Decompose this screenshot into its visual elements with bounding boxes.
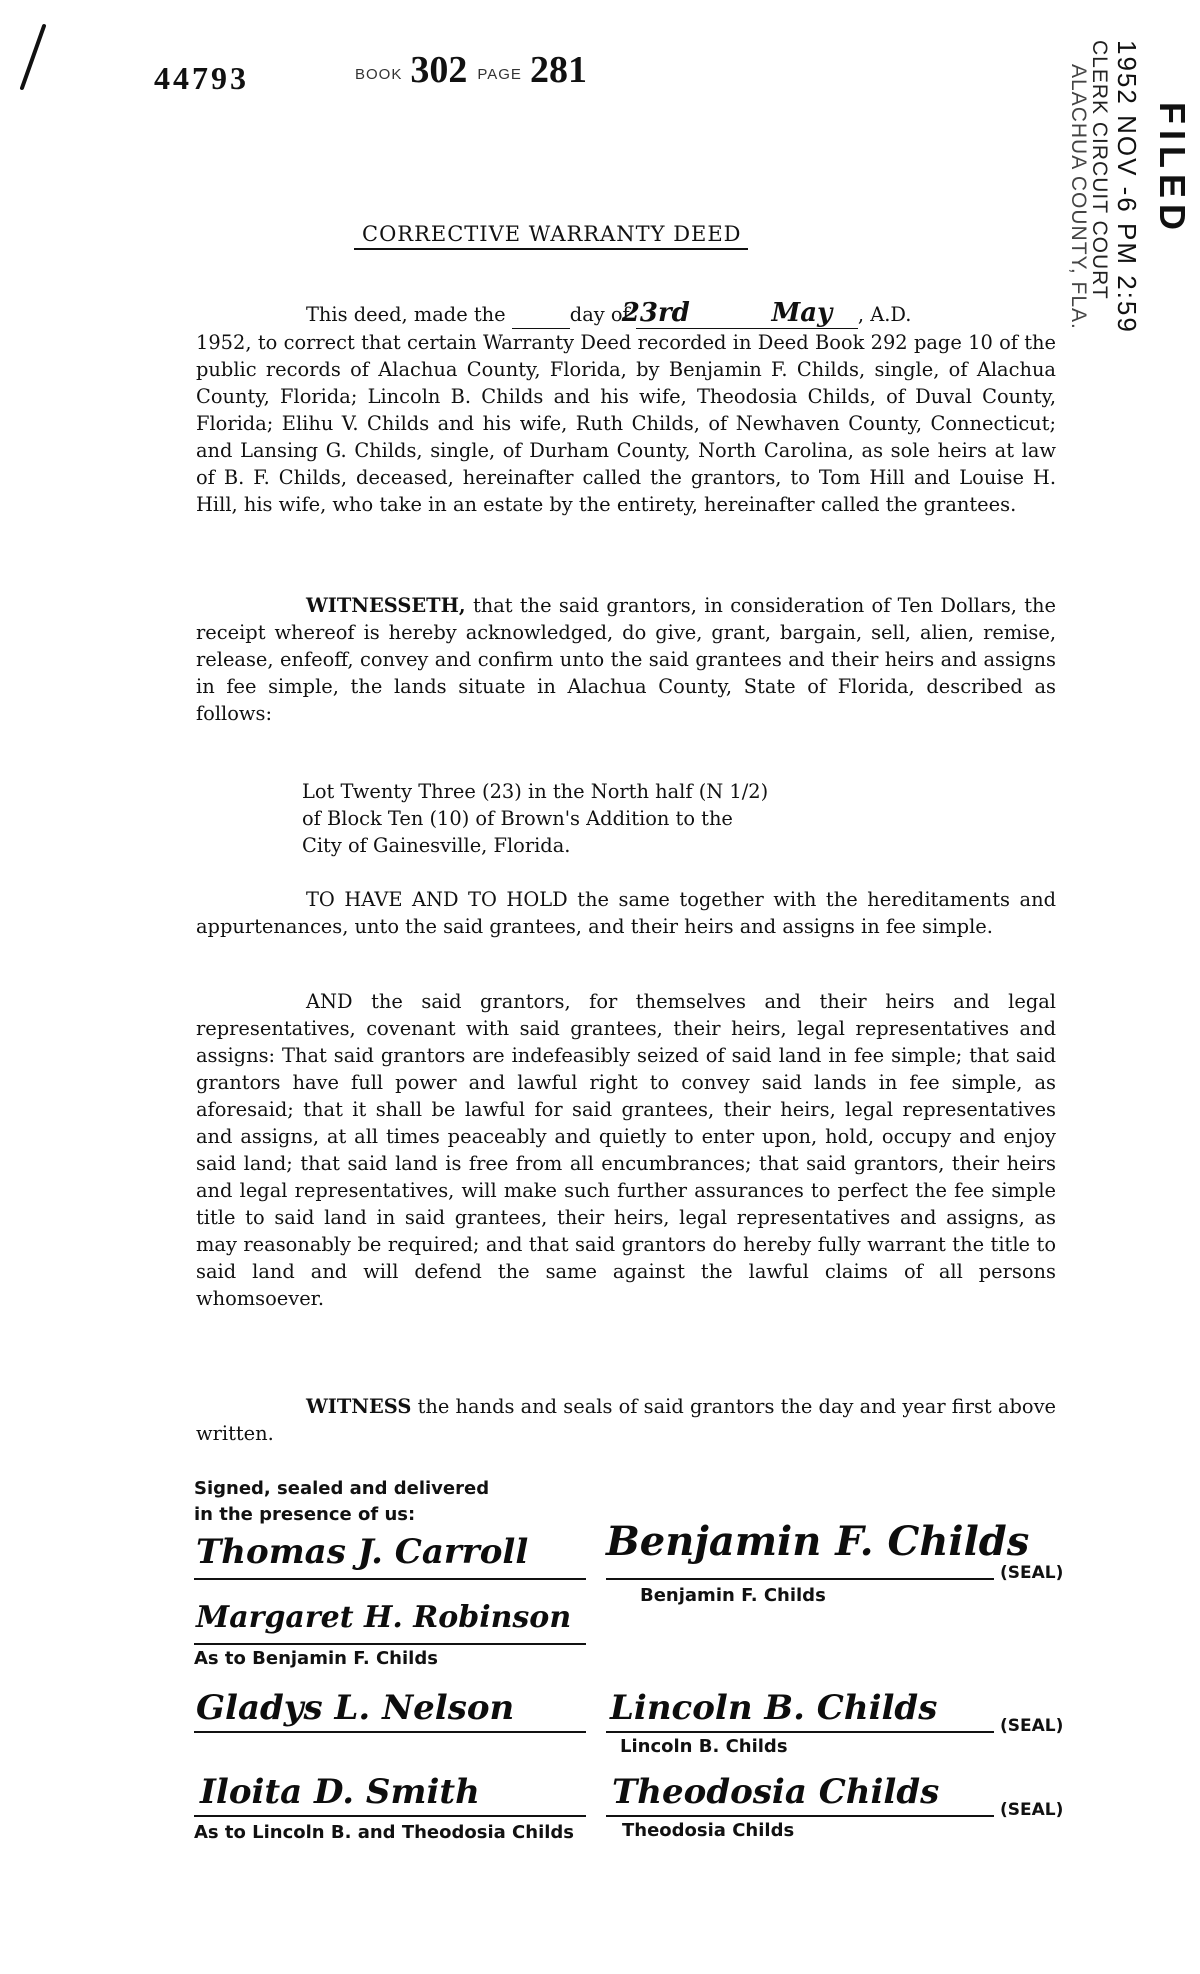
habendum-paragraph: TO HAVE AND TO HOLD the same together with the hereditaments and appurtenances, unto the said grantees, and their heirs and assigns in fee simple. <box>196 888 1056 938</box>
grantor-signature: Benjamin F. Childs <box>606 1518 1030 1565</box>
grantor-printed-name: Theodosia Childs <box>622 1820 795 1841</box>
grantor-signature-line <box>606 1815 994 1817</box>
witness-lead: WITNESS <box>306 1395 412 1418</box>
grantor-signature-line <box>606 1731 994 1733</box>
witness-caption: As to Benjamin F. Childs <box>194 1648 438 1669</box>
legal-description <box>302 778 902 859</box>
witnesseth-paragraph: WITNESSETH, that the said grantors, in consideration of Ten Dollars, the receipt whereof is hereby acknowledged, do give, grant, bargain, sell, alien, remise, release, enfeoff, convey and confirm unto the said grantees and their heirs and assigns in fee simple, the lands situate in Alachua County, State of Florida, described as follows: <box>196 594 1056 725</box>
legal-line: City of Gainesville, Florida. <box>302 834 571 857</box>
book-number: 302 <box>410 49 468 91</box>
opening-text: 1952, to correct that certain Warranty Deed recorded in Deed Book 292 page 10 of the public records of Alachua County, Florida, by Benjamin F. Childs, single, of Alachua County, Florida; Lincoln B. Childs and his wife, Theodosia Childs, of Duval County, Florida; Elihu V. Childs and his wife, Ruth Childs, of Newhaven County, Connecticut; and Lansing G. Childs, single, of Durham County, North Carolina, as sole heirs at law of B. F. Childs, deceased, hereinafter called the grantors, to Tom Hill and Louise H. Hill, his wife, who take in an estate by the entirety, hereinafter called the grantees. <box>196 331 1056 516</box>
presence-line-1: Signed, sealed and delivered <box>194 1478 490 1499</box>
witness-signature-line <box>194 1578 586 1580</box>
page-number: 281 <box>529 49 587 91</box>
filed-stamp <box>928 40 1193 334</box>
seal-label: (SEAL) <box>1000 1716 1064 1736</box>
document-title: CORRECTIVE WARRANTY DEED <box>354 222 748 250</box>
legal-line: of Block Ten (10) of Brown's Addition to the <box>302 807 733 830</box>
grantor-printed-name: Benjamin F. Childs <box>640 1585 826 1606</box>
legal-line: Lot Twenty Three (23) in the North half (N 1/2) <box>302 780 769 803</box>
witnesseth-lead: WITNESSETH, <box>306 594 466 617</box>
page-label: PAGE <box>477 66 522 83</box>
seal-label: (SEAL) <box>1000 1800 1064 1820</box>
witness-signature: Thomas J. Carroll <box>196 1532 529 1572</box>
filed-label: FILED <box>1152 102 1193 236</box>
witness-clause: WITNESS the hands and seals of said grantors the day and year first above written. <box>196 1395 1056 1445</box>
grantor-signature: Theodosia Childs <box>612 1772 940 1812</box>
grantor-signature: Lincoln B. Childs <box>610 1688 938 1728</box>
filed-county: ALACHUA COUNTY, FLA. <box>1067 64 1090 330</box>
witness-signature-line <box>194 1731 586 1733</box>
seal-label: (SEAL) <box>1000 1563 1064 1583</box>
book-label: BOOK <box>355 66 403 83</box>
witness-caption: As to Lincoln B. and Theodosia Childs <box>194 1822 575 1843</box>
pen-slash-mark <box>12 22 52 92</box>
handwritten-month: May <box>771 298 833 328</box>
covenant-lead: AND <box>306 990 353 1013</box>
witness-signature-line <box>194 1815 586 1817</box>
filed-clerk: CLERK CIRCUIT COURT <box>1088 40 1111 300</box>
opening-paragraph <box>196 300 1056 518</box>
grantor-signature-line <box>606 1578 994 1580</box>
grantor-printed-name: Lincoln B. Childs <box>620 1736 788 1757</box>
book-page-stamp <box>355 48 597 92</box>
witness-signature: Gladys L. Nelson <box>196 1688 515 1728</box>
witness-signature-line <box>194 1643 586 1645</box>
witness-signature: Margaret H. Robinson <box>196 1600 572 1635</box>
witness-signature: Iloita D. Smith <box>200 1772 480 1812</box>
document-number: 44793 <box>154 60 249 96</box>
habendum-lead: TO HAVE AND TO HOLD <box>306 888 568 911</box>
filed-date: 1952 NOV -6 PM 2:59 <box>1112 40 1142 334</box>
presence-line-2: in the presence of us: <box>194 1504 416 1525</box>
covenant-paragraph: AND the said grantors, for themselves and their heirs and legal representatives, covenant with said grantees, their heirs, legal representatives and assigns: That said grantors are indefeasibly seized of said land in fee simple; that said grantors have full power and lawful right to convey said lands in fee simple, as aforesaid; that it shall be lawful for said grantees, their heirs, legal representatives and assigns, at all times peaceably and quietly to enter upon, hold, occupy and enjoy said land; that said land is free from all encumbrances; that said grantors, their heirs and legal representatives, will make such further assurances to perfect the fee simple title to said land in said grantees, their heirs, legal representatives and assigns, as may reasonably be required; and that said grantors do hereby fully warrant the title to said land and will defend the same against the lawful claims of all persons whomsoever. <box>196 990 1056 1310</box>
handwritten-day: 23rd <box>621 298 690 328</box>
opening-first-line: This deed, made the 23rdday of May , A.D. <box>306 298 912 328</box>
